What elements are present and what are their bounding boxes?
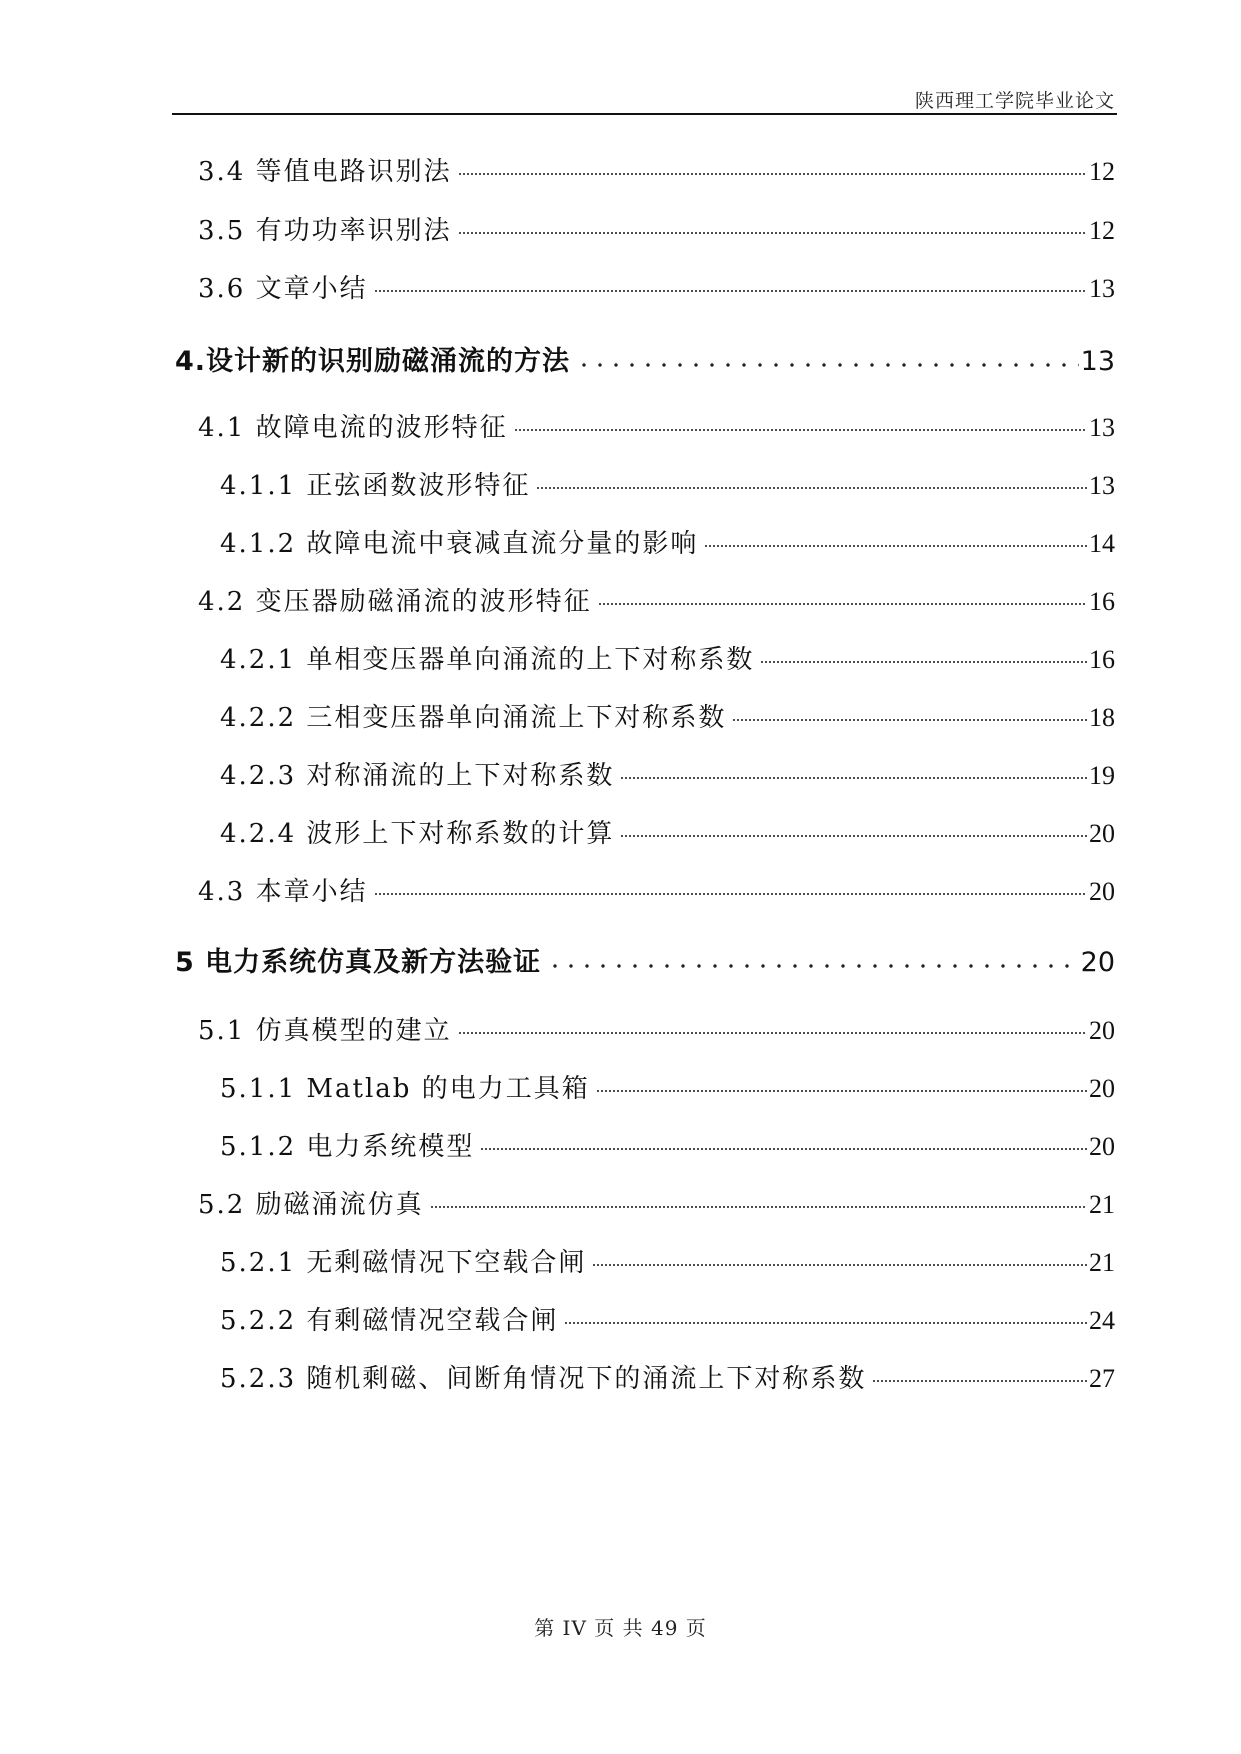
toc-dot-leader [704,544,1087,548]
toc-entry-title: 3.4 等值电路识别法 [198,157,452,187]
toc-entry-title: 4.2 变压器励磁涌流的波形特征 [198,587,592,617]
toc-page-number: 13 [1089,274,1115,303]
toc-dot-leader [514,428,1087,432]
toc-dot-leader [576,362,1079,368]
toc-dot-leader [598,602,1087,606]
toc-entry-title: 4.2.4 波形上下对称系数的计算 [220,819,615,849]
toc-page-number: 19 [1089,761,1115,790]
toc-entry-title: 3.5 有功功率识别法 [198,216,452,246]
toc-entry-title: 5.1.2 电力系统模型 [220,1132,475,1162]
toc-page-number: 12 [1089,216,1115,245]
toc-dot-leader [872,1379,1087,1383]
toc-entry[interactable] [198,407,1115,444]
toc-page-number: 13 [1089,471,1115,500]
toc-dot-leader [458,172,1087,176]
toc-dot-leader [596,1089,1087,1093]
toc-entry-title: 4.3 本章小结 [198,877,368,907]
toc-page-number: 14 [1089,529,1115,558]
toc-dot-leader [760,660,1087,664]
toc-page-number: 20 [1089,1074,1115,1103]
toc-entry[interactable] [220,1126,1115,1163]
toc-entry-title: 5.2.2 有剩磁情况空载合闸 [220,1306,559,1336]
toc-entry[interactable] [220,1242,1115,1279]
toc-entry[interactable] [220,755,1115,792]
toc-entry-title: 4.1.1 正弦函数波形特征 [220,471,531,501]
toc-page-number: 18 [1089,703,1115,732]
toc-entry-title: 3.6 文章小结 [198,274,368,304]
toc-entry-title: 4.2.2 三相变压器单向涌流上下对称系数 [220,703,727,733]
toc-entry[interactable] [220,813,1115,850]
toc-dot-leader [536,486,1087,490]
toc-entry[interactable] [220,639,1115,676]
toc-entry-title: 5.2.1 无剩磁情况下空载合闸 [220,1248,587,1278]
toc-page-number: 27 [1089,1364,1115,1393]
toc-entry-title: 4.1 故障电流的波形特征 [198,413,508,443]
toc-entry[interactable] [198,210,1115,247]
toc-entry[interactable] [220,465,1115,502]
toc-chapter-entry[interactable] [175,940,1115,979]
toc-chapter-entry[interactable] [175,339,1115,378]
toc-page-number: 13 [1089,413,1115,442]
toc-dot-leader [458,231,1087,235]
toc-page-number: 24 [1089,1306,1115,1335]
toc-page-number: 20 [1089,1132,1115,1161]
toc-dot-leader [547,963,1078,969]
toc-entry[interactable] [198,151,1115,188]
toc-dot-leader [480,1147,1087,1151]
toc-entry[interactable] [198,268,1115,305]
toc-entry[interactable] [198,581,1115,618]
toc-entry-title: 4.2.1 单相变压器单向涌流的上下对称系数 [220,645,755,675]
toc-page-number: 20 [1089,819,1115,848]
toc-page-number: 21 [1089,1248,1115,1277]
toc-entry[interactable] [198,1010,1115,1047]
toc-dot-leader [620,834,1087,838]
toc-entry-title: 4.2.3 对称涌流的上下对称系数 [220,761,615,791]
toc-entry[interactable] [220,1358,1115,1395]
toc-dot-leader [620,776,1087,780]
toc-entry-title: 5.1.1 Matlab 的电力工具箱 [220,1074,590,1104]
toc-dot-leader [592,1263,1087,1267]
toc-entry-title: 5.2.3 随机剩磁、间断角情况下的涌流上下对称系数 [220,1364,867,1394]
toc-entry[interactable] [198,1184,1115,1221]
toc-page-number: 21 [1089,1190,1115,1219]
toc-dot-leader [732,718,1087,722]
toc-page-number: 20 [1080,947,1115,978]
toc-entry[interactable] [220,523,1115,560]
toc-dot-leader [458,1031,1087,1035]
page-footer: 第 IV 页 共 49 页 [534,1616,707,1640]
toc-page-number: 12 [1089,157,1115,186]
toc-dot-leader [374,892,1087,896]
toc-entry-title: 5.1 仿真模型的建立 [198,1016,452,1046]
toc-entry[interactable] [220,1300,1115,1337]
header-divider [172,113,1117,115]
toc-entry[interactable] [220,697,1115,734]
toc-entry-title: 5 电力系统仿真及新方法验证 [175,947,542,978]
toc-page-number: 13 [1080,346,1115,377]
toc-entry-title: 5.2 励磁涌流仿真 [198,1190,424,1220]
toc-entry[interactable] [220,1068,1115,1105]
toc-page-number: 16 [1089,587,1115,616]
toc-entry[interactable] [198,871,1115,908]
toc-page-number: 20 [1089,877,1115,906]
toc-page-number: 16 [1089,645,1115,674]
page-header-title: 陕西理工学院毕业论文 [914,90,1115,112]
toc-entry-title: 4.1.2 故障电流中衰减直流分量的影响 [220,529,699,559]
toc-page-number: 20 [1089,1016,1115,1045]
toc-entry-title: 4.设计新的识别励磁涌流的方法 [175,346,571,377]
toc-dot-leader [430,1205,1087,1209]
toc-dot-leader [374,289,1087,293]
toc-dot-leader [564,1321,1087,1325]
